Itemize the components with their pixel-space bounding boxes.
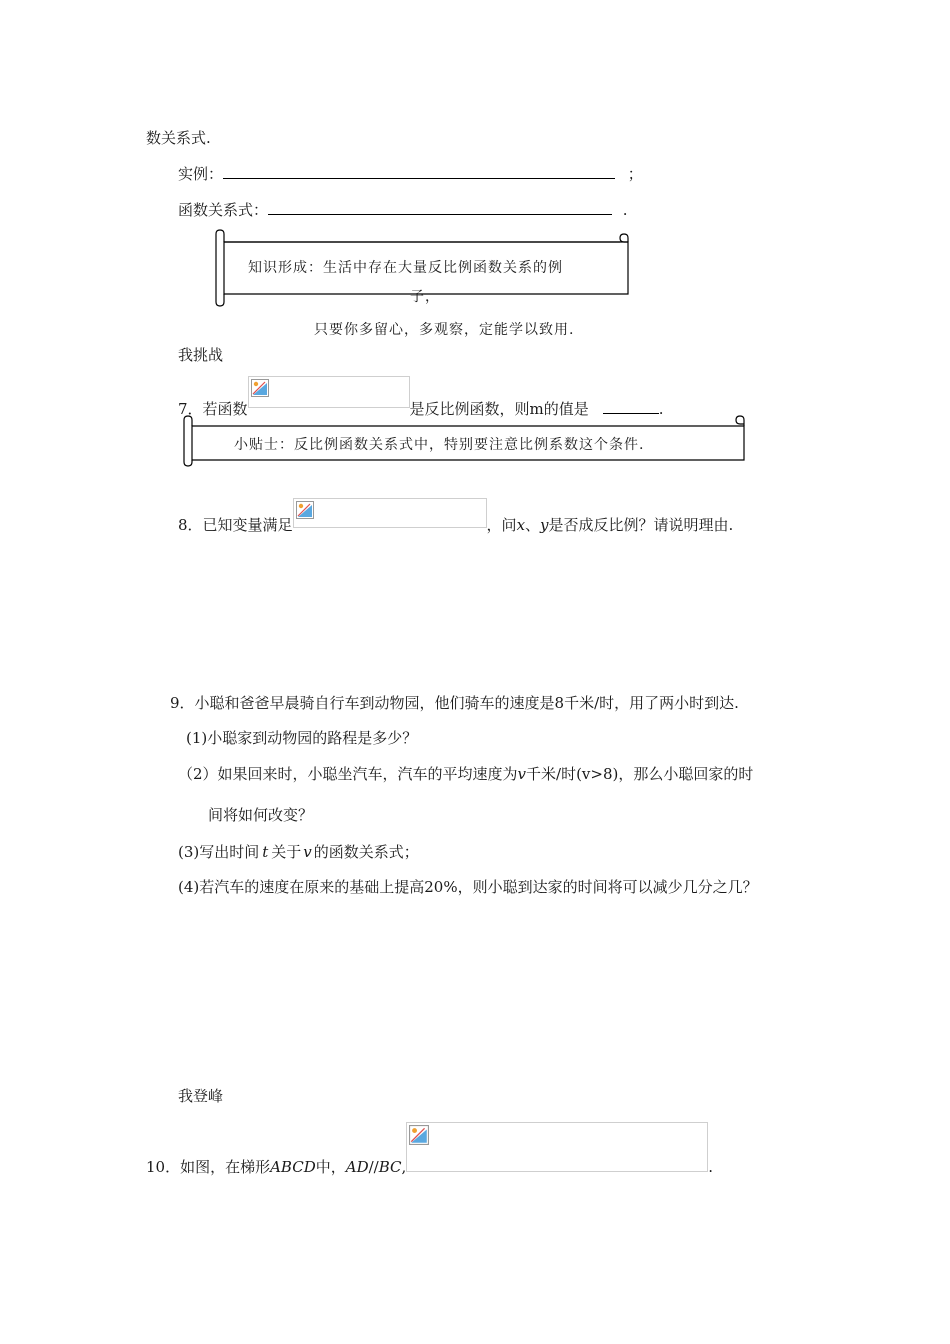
q10-ad: AD: [345, 1158, 369, 1176]
q10-bc: BC: [378, 1158, 402, 1176]
q10-condition-image: [406, 1122, 708, 1172]
q8-suffix: 是否成反比例？请说明理由.: [548, 516, 734, 534]
q9-stem: 9．小聪和爸爸早晨骑自行车到动物园，他们骑车的速度是8千米/时，用了两小时到达.: [170, 694, 739, 712]
broken-image-icon: [251, 379, 269, 397]
q9-p3a: (3)写出时间: [178, 843, 260, 861]
q8-prefix: 8．已知变量满足: [178, 516, 293, 534]
q10-end: .: [708, 1158, 714, 1176]
relation-line: [178, 200, 628, 220]
challenge-heading: 我挑战: [178, 346, 224, 364]
q9-part-3: [178, 842, 419, 862]
q10-comma: ,: [401, 1158, 407, 1176]
q10-prefix: 10．如图，在梯形: [146, 1158, 271, 1176]
q9-p3-var-v: v: [303, 843, 312, 861]
example-line: [178, 164, 643, 184]
q8-mid: ，问: [486, 516, 517, 534]
banner2-text: 小贴士：反比例函数关系式中，特别要注意比例系数这个条件.: [234, 437, 645, 453]
banner1-line2: 子，: [410, 289, 440, 305]
q9-part-2: [178, 764, 753, 784]
example-blank[interactable]: [223, 164, 615, 179]
relation-end: .: [622, 201, 628, 219]
q10-mid: 中，: [315, 1158, 346, 1176]
q10-abcd: ABCD: [270, 1158, 316, 1176]
q7-suffix: 是反比例函数，则m的值是: [409, 400, 589, 418]
q10-parallel: //: [368, 1158, 379, 1176]
question-10: [146, 1156, 713, 1178]
q9-p3b: 关于: [271, 843, 302, 861]
banner1-line3: 只要你多留心，多观察，定能学以致用.: [314, 322, 575, 338]
q8-var-x: x: [516, 516, 526, 534]
q7-blank[interactable]: [603, 399, 659, 414]
summit-heading: 我登峰: [178, 1087, 224, 1105]
relation-blank[interactable]: [268, 200, 612, 215]
q9-part-2-cont: 间将如何改变？: [208, 806, 314, 824]
q7-end: .: [658, 400, 664, 418]
q7-prefix: 7．若函数: [178, 400, 248, 418]
q8-sep: 、: [525, 516, 541, 534]
q9-p3-var-t: t: [262, 843, 269, 861]
q8-formula-image: [293, 498, 487, 528]
q9-p2b: 千米/时(v>8)，那么小聪回家的时: [526, 765, 754, 783]
example-label: 实例：: [178, 165, 224, 183]
q9-p3c: 的函数关系式；: [313, 843, 419, 861]
q7-formula-image: [248, 376, 410, 408]
banner1-line1: 知识形成：生活中存在大量反比例函数关系的例: [248, 260, 563, 276]
q9-part-4: (4)若汽车的速度在原来的基础上提高20%，则小聪到达家的时间将可以减少几分之几？: [178, 878, 758, 896]
broken-image-icon: [296, 501, 314, 519]
q9-p2-var-v: v: [517, 765, 527, 783]
q9-part-1: (1)小聪家到动物园的路程是多少？: [186, 729, 418, 747]
question-8: [178, 514, 733, 536]
q9-p2a: （2）如果回来时，小聪坐汽车，汽车的平均速度为: [178, 765, 518, 783]
broken-image-icon: [409, 1125, 429, 1145]
q8-var-y: y: [540, 516, 549, 534]
intro-tail: 数关系式.: [146, 129, 211, 147]
relation-label: 函数关系式：: [178, 201, 269, 219]
example-end: ；: [627, 165, 643, 183]
